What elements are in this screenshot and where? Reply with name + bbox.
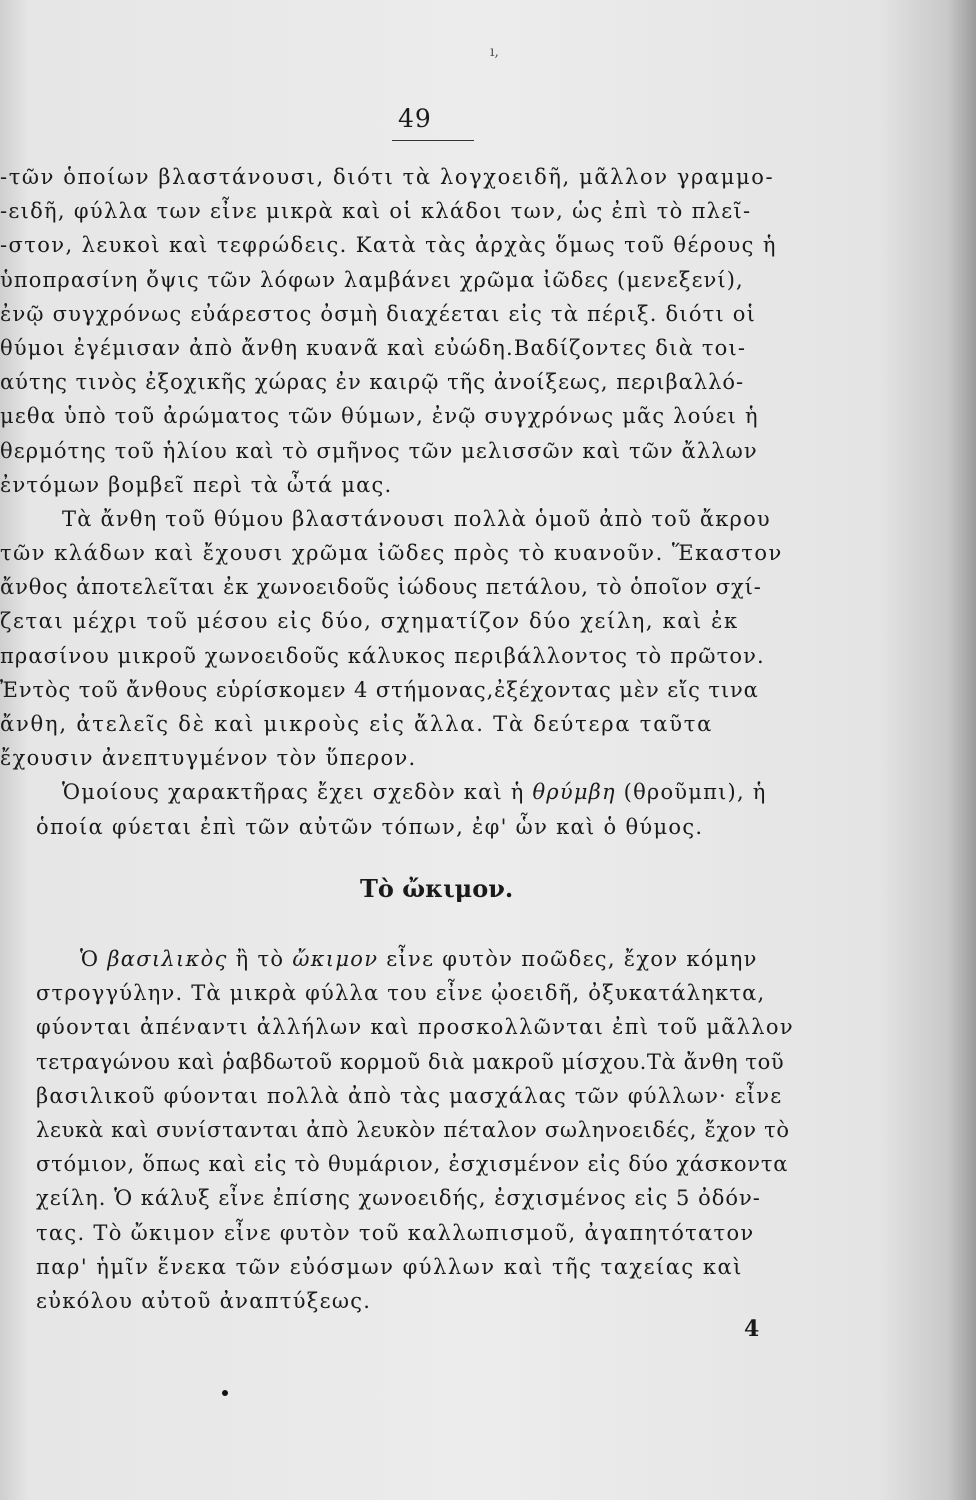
text-line: χείλη. Ὁ κάλυξ εἶνε ἐπίσης χωνοειδής, ἐσχισμένος εἰς 5 ὀδόν- [36, 1186, 761, 1211]
text-line: παρ' ἡμῖν ἕνεκα τῶν εὐόσμων φύλλων καὶ τῆς ταχείας καὶ [36, 1254, 743, 1279]
page-edge-shadow [948, 0, 976, 1500]
text-line: ὑποπρασίνη ὄψις τῶν λόφων λαμβάνει χρῶμα ἰῶδες (μενεξενί), [0, 267, 744, 292]
text-line: ἄνθος ἀποτελεῖται ἐκ χωνοειδοῦς ἰώδους πετάλου, τὸ ὁποῖον σχί- [0, 575, 762, 600]
text-line: μεθα ὑπὸ τοῦ ἀρώματος τῶν θύμων, ἐνῷ συγχρόνως μᾶς λούει ἡ [0, 404, 759, 429]
top-mark: ı, [490, 44, 499, 60]
text-run: (θροῦμπι), ἡ [615, 780, 767, 805]
text-line [0, 775, 840, 809]
text-line: ζεται μέχρι τοῦ μέσου εἰς δύο, σχηματίζον δύο χείλη, καὶ ἐκ [0, 609, 739, 634]
text-line: τετραγώνου καὶ ῥαβδωτοῦ κορμοῦ διὰ μακροῦ μίσχου.Τὰ ἄνθη τοῦ [36, 1049, 785, 1074]
text-run: ἢ τὸ [227, 947, 293, 971]
text-line: στόμιον, ὅπως καὶ εἰς τὸ θυμάριον, ἐσχισμένον εἰς δύο χάσκοντα [36, 1152, 789, 1177]
text-line: ἄνθη, ἀτελεῖς δὲ καὶ μικροὺς εἰς ἄλλα. Τὰ δεύτερα ταῦτα [0, 712, 714, 736]
section-heading: Τὸ ὤκιμον. [360, 874, 514, 903]
paragraph-4 [0, 942, 840, 1318]
text-line: ἐνῷ συγχρόνως εὐάρεστος ὀσμὴ διαχέεται εἰς τὰ πέριξ. διότι οἱ [0, 301, 757, 326]
text-line: Τὰ ἄνθη τοῦ θύμου βλαστάνουσι πολλὰ ὁμοῦ ἀπὸ τοῦ ἄκρου [62, 506, 771, 531]
plant-name-okimon: ὤκιμον [292, 947, 379, 971]
text-line: ὁποία φύεται ἐπὶ τῶν αὐτῶν τόπων, ἐφ' ὧν καὶ ὁ θύμος. [36, 814, 704, 839]
text-line: τῶν κλάδων καὶ ἔχουσι χρῶμα ἰῶδες πρὸς τὸ κυανοῦν. Ἕκαστον [0, 541, 783, 566]
text-run: Ὁμοίους χαρακτῆρας ἔχει σχεδὸν καὶ ἡ [62, 780, 533, 805]
text-line: φύονται ἀπέναντι ἀλλήλων καὶ προσκολλῶνται ἐπὶ τοῦ μᾶλλον [36, 1015, 794, 1040]
text-line: -τῶν ὁποίων βλαστάνουσι, διότι τὰ λογχοειδῆ, μᾶλλον γραμμο- [0, 165, 775, 189]
text-line: στρογγύλην. Τὰ μικρὰ φύλλα του εἶνε ᾠοειδῆ, ὀξυκατάληκτα, [36, 981, 766, 1006]
text-line: Ἐντὸς τοῦ ἄνθους εὑρίσκομεν 4 στήμονας,ἐξέχοντας μὲν εἴς τινα [0, 677, 759, 702]
text-line: βασιλικοῦ φύονται πολλὰ ἀπὸ τὰς μασχάλας τῶν φύλλων· εἶνε [36, 1083, 783, 1108]
text-line: -στον, λευκοὶ καὶ τεφρώδεις. Κατὰ τὰς ἀρχὰς ὅμως τοῦ θέρους ἡ [0, 233, 777, 258]
signature-mark: 4 [744, 1316, 760, 1342]
text-line: λευκὰ καὶ συνίστανται ἀπὸ λευκὸν πέταλον σωληνοειδές, ἔχον τὸ [36, 1117, 790, 1142]
paragraph-3 [0, 775, 840, 843]
ink-dot [222, 1390, 228, 1396]
plant-name-thrymbi: θρύμβη [532, 780, 616, 805]
text-line: τας. Τὸ ὤκιμον εἶνε φυτὸν τοῦ καλλωπισμοῦ, ἀγαπητότατον [36, 1220, 755, 1245]
paragraph-1 [0, 160, 840, 502]
text-line: -ειδῆ, φύλλα των εἶνε μικρὰ καὶ οἱ κλάδοι των, ὡς ἐπὶ τὸ πλεῖ- [0, 199, 752, 224]
page-number: 49 [398, 104, 432, 133]
text-line: θερμότης τοῦ ἡλίου καὶ τὸ σμῆνος τῶν μελισσῶν καὶ τῶν ἄλλων [0, 438, 758, 463]
text-block-2 [0, 942, 840, 1318]
text-line: θύμοι ἐγέμισαν ἀπὸ ἄνθη κυανᾶ καὶ εὐώδη.Βαδίζοντες διὰ τοι- [0, 335, 747, 360]
text-line: αύτης τινὸς ἐξοχικῆς χώρας ἐν καιρῷ τῆς ἀνοίξεως, περιβαλλό- [0, 370, 745, 395]
text-block-1 [0, 160, 840, 844]
paragraph-2 [0, 502, 840, 776]
text-run: εἶνε φυτὸν ποῶδες, ἔχον κόμην [378, 947, 758, 971]
plant-name-vasilikos: βασιλικὸς [107, 947, 228, 971]
text-line [0, 942, 840, 976]
text-run: Ὁ [80, 947, 108, 971]
text-line: ἐντόμων βομβεῖ περὶ τὰ ὦτά μας. [0, 472, 393, 497]
text-line: πρασίνου μικροῦ χωνοειδοῦς κάλυκος περιβάλλοντος τὸ πρῶτον. [0, 643, 765, 668]
text-line: εὐκόλου αὐτοῦ ἀναπτύξεως. [36, 1288, 372, 1313]
page-number-rule [392, 140, 474, 141]
text-line: ἔχουσιν ἀνεπτυγμένον τὸν ὕπερον. [0, 746, 417, 771]
